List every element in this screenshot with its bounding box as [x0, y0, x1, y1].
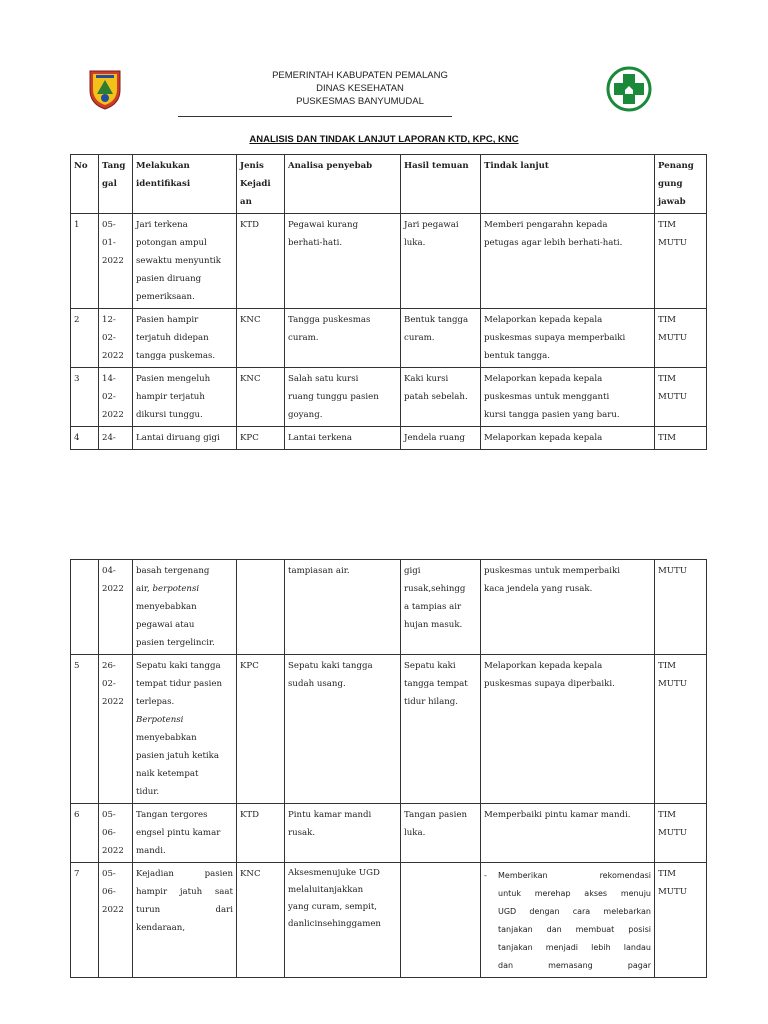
- cell-jenis: KPC: [237, 655, 285, 804]
- table-row: [71, 560, 707, 655]
- cell-date: 12- 02- 2022: [99, 309, 133, 368]
- cell-date: 05- 01- 2022: [99, 214, 133, 309]
- cell-date: 26- 02- 2022: [99, 655, 133, 804]
- cell-tindak: puskesmas untuk memperbaiki kaca jendela yang rusak.: [481, 560, 655, 655]
- cell-identifikasi: Jari terkena potongan ampul sewaktu menyuntik pasien diruang pemeriksaan.: [133, 214, 237, 309]
- cell-tindak: Melaporkan kepada kepala puskesmas untuk mengganti kursi tangga pasien yang baru.: [481, 368, 655, 427]
- incident-table-page-1: [70, 154, 707, 450]
- cell-jenis: [237, 560, 285, 655]
- cell-no: 7: [71, 863, 99, 978]
- puskesmas-name: PUSKESMAS BANYUMUDAL: [296, 96, 424, 107]
- cell-hasil: Jari pegawai luka.: [401, 214, 481, 309]
- cell-date: 14- 02- 2022: [99, 368, 133, 427]
- letterhead-text: [200, 69, 520, 108]
- department-name: DINAS KESEHATAN: [316, 83, 404, 94]
- cell-analisa: Aksesmenujuke UGD melaluitanjakkan yang curam, sempit, danlicinsehinggamen: [285, 863, 401, 978]
- cell-tindak: Memperbaiki pintu kamar mandi.: [481, 804, 655, 863]
- table-row: [71, 655, 707, 804]
- cell-pj: TIM MUTU: [655, 309, 707, 368]
- cell-identifikasi: Pasien hampir terjatuh didepan tangga puskemas.: [133, 309, 237, 368]
- cell-hasil: [401, 863, 481, 978]
- cell-no: [71, 560, 99, 655]
- cell-analisa: Pegawai kurang berhati-hati.: [285, 214, 401, 309]
- letterhead: [0, 0, 768, 140]
- col-header-melakukan-identifikasi: Melakukan identifikasi: [133, 155, 237, 214]
- table-row: [71, 368, 707, 427]
- cell-identifikasi: Kejadian pasien hampir jatuh saat turun dari kendaraan,: [133, 863, 237, 978]
- letterhead-rule: [178, 116, 452, 117]
- cell-pj: TIM: [655, 427, 707, 450]
- cell-jenis: KNC: [237, 309, 285, 368]
- cell-no: 6: [71, 804, 99, 863]
- incident-table-page-2: [70, 559, 707, 978]
- cell-no: 4: [71, 427, 99, 450]
- cell-jenis: KNC: [237, 368, 285, 427]
- cell-hasil: Kaki kursi patah sebelah.: [401, 368, 481, 427]
- col-header-analisa-penyebab: Analisa penyebab: [285, 155, 401, 214]
- government-name: PEMERINTAH KABUPATEN PEMALANG: [272, 70, 448, 81]
- col-header-jenis-kejadian: Jenis Kejadi an: [237, 155, 285, 214]
- cell-pj: TIM MUTU: [655, 804, 707, 863]
- cell-tindak: Melaporkan kepada kepala puskesmas supaya diperbaiki.: [481, 655, 655, 804]
- cell-identifikasi: Lantai diruang gigi: [133, 427, 237, 450]
- cell-identifikasi: Tangan tergores engsel pintu kamar mandi.: [133, 804, 237, 863]
- cell-hasil: gigi rusak,sehingg a tampias air hujan masuk.: [401, 560, 481, 655]
- cell-jenis: KNC: [237, 863, 285, 978]
- cell-identifikasi: Sepatu kaki tangga tempat tidur pasien terlepas. Berpotensi menyebabkan pasien jatuh ketika naik ketempat tidur.: [133, 655, 237, 804]
- table-header-row: [71, 155, 707, 214]
- cell-hasil: Bentuk tangga curam.: [401, 309, 481, 368]
- cell-no: 2: [71, 309, 99, 368]
- cell-no: 5: [71, 655, 99, 804]
- col-header-tindak-lanjut: Tindak lanjut: [481, 155, 655, 214]
- cell-analisa: Sepatu kaki tangga sudah usang.: [285, 655, 401, 804]
- table-row: [71, 309, 707, 368]
- cell-pj: TIM MUTU: [655, 368, 707, 427]
- cell-date: 05- 06- 2022: [99, 804, 133, 863]
- cell-no: 1: [71, 214, 99, 309]
- pemalang-emblem-icon: [88, 68, 122, 110]
- cell-hasil: Jendela ruang: [401, 427, 481, 450]
- puskesmas-cross-icon: [606, 66, 652, 112]
- cell-analisa: tampiasan air.: [285, 560, 401, 655]
- table-row: [71, 804, 707, 863]
- col-header-no: No: [71, 155, 99, 214]
- cell-identifikasi: Pasien mengeluh hampir terjatuh dikursi tunggu.: [133, 368, 237, 427]
- cell-pj: MUTU: [655, 560, 707, 655]
- cell-analisa: Salah satu kursi ruang tunggu pasien goyang.: [285, 368, 401, 427]
- cell-date: 24-: [99, 427, 133, 450]
- col-header-hasil-temuan: Hasil temuan: [401, 155, 481, 214]
- cell-date: 05- 06- 2022: [99, 863, 133, 978]
- cell-identifikasi: basah tergenang air, berpotensi menyebabkan pegawai atau pasien tergelincir.: [133, 560, 237, 655]
- cell-no: 3: [71, 368, 99, 427]
- table-row: [71, 863, 707, 978]
- cell-jenis: KTD: [237, 804, 285, 863]
- cell-jenis: KPC: [237, 427, 285, 450]
- cell-pj: TIM MUTU: [655, 655, 707, 804]
- cell-tindak: Melaporkan kepada kepala: [481, 427, 655, 450]
- table-row: [71, 214, 707, 309]
- cell-analisa: Lantai terkena: [285, 427, 401, 450]
- cell-hasil: Tangan pasien luka.: [401, 804, 481, 863]
- cell-analisa: Tangga puskesmas curam.: [285, 309, 401, 368]
- col-header-tanggal: Tang gal: [99, 155, 133, 214]
- cell-date: 04- 2022: [99, 560, 133, 655]
- cell-tindak: - Memberikan rekomendasi untuk merehap akses menuju UGD dengan cara melebarkan tanjakan dan membuat posisi tanjakan menjadi lebih landau dan memasang pagar: [481, 863, 655, 978]
- document-title: ANALISIS DAN TINDAK LANJUT LAPORAN KTD, KPC, KNC: [249, 134, 519, 145]
- table-row: [71, 427, 707, 450]
- cell-tindak: Memberi pengarahn kepada petugas agar lebih berhati-hati.: [481, 214, 655, 309]
- cell-analisa: Pintu kamar mandi rusak.: [285, 804, 401, 863]
- cell-pj: TIM MUTU: [655, 214, 707, 309]
- col-header-penanggung-jawab: Penang gung jawab: [655, 155, 707, 214]
- cell-hasil: Sepatu kaki tangga tempat tidur hilang.: [401, 655, 481, 804]
- cell-jenis: KTD: [237, 214, 285, 309]
- list-bullet: -: [484, 871, 487, 880]
- cell-tindak: Melaporkan kepada kepala puskesmas supaya memperbaiki bentuk tangga.: [481, 309, 655, 368]
- cell-pj: TIM MUTU: [655, 863, 707, 978]
